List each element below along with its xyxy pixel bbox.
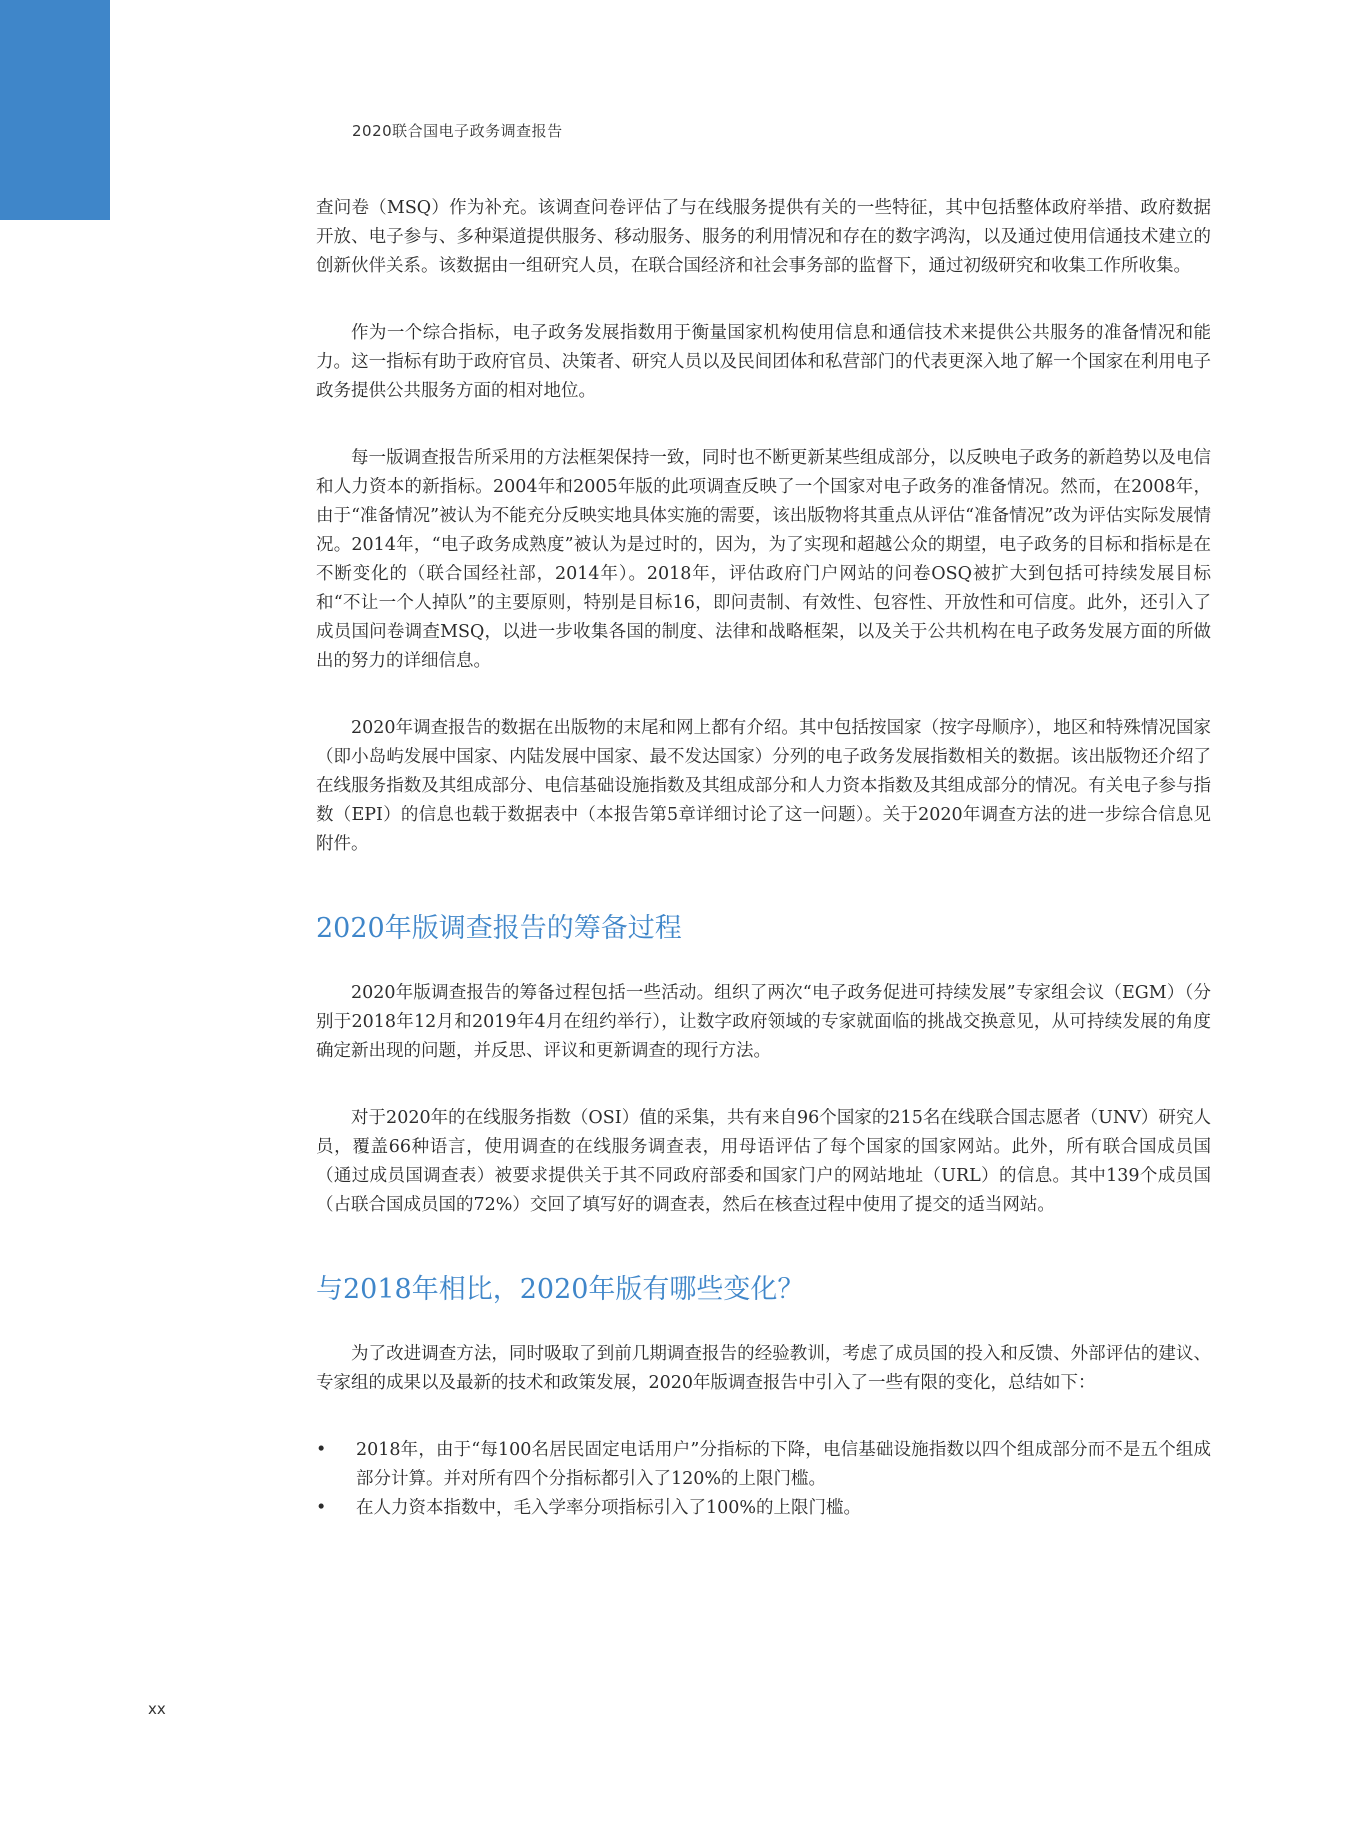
section-heading-changes: 与2018年相比，2020年版有哪些变化？ bbox=[316, 1274, 805, 1305]
page-number: xx bbox=[148, 1700, 166, 1718]
intro-paragraph-3: 每一版调查报告所采用的方法框架保持一致，同时也不断更新某些组成部分，以反映电子政务的新趋势以及电信和人力资本的新指标。2004年和2005年版的此项调查反映了一个国家对电子政务的准备情况。然而，在2008年，由于“准备情况”被认为不能充分反映实地具体实施的需要，该出版物将其重点从评估“准备情况”改为评估实际发展情况。2014年，“电子政务成熟度”被认为是过时的，因为，为了实现和超越公众的期望，电子政务的目标和指标是在不断变化的（联合国经社部，2014年）。2018年，评估政府门户网站的问卷OSQ被扩大到包括可持续发展目标和“不让一个人掉队”的主要原则，特别是目标16，即问责制、有效性、包容性、开放性和可信度。此外，还引入了成员国问卷调查MSQ，以进一步收集各国的制度、法律和战略框架，以及关于公共机构在电子政务发展方面的所做出的努力的详细信息。 bbox=[316, 448, 1211, 671]
bullet-text: 在人力资本指数中，毛入学率分项指标引入了100%的上限门槛。 bbox=[356, 1498, 862, 1518]
bullet-icon: • bbox=[316, 1498, 327, 1518]
preparation-paragraph-2: 对于2020年的在线服务指数（OSI）值的采集，共有来自96个国家的215名在线联合国志愿者（UNV）研究人员，覆盖66种语言，使用调查的在线服务调查表，用母语评估了每个国家的国家网站。此外，所有联合国成员国（通过成员国调查表）被要求提供关于其不同政府部委和国家门户的网站地址（URL）的信息。其中139个成员国（占联合国成员国的72%）交回了填写好的调查表，然后在核查过程中使用了提交的适当网站。 bbox=[316, 1108, 1211, 1215]
intro-paragraph-2: 作为一个综合指标，电子政务发展指数用于衡量国家机构使用信息和通信技术来提供公共服务的准备情况和能力。这一指标有助于政府官员、决策者、研究人员以及民间团体和私营部门的代表更深入地了解一个国家在利用电子政务提供公共服务方面的相对地位。 bbox=[316, 323, 1211, 401]
section-heading-preparation: 2020年版调查报告的筹备过程 bbox=[316, 913, 682, 944]
running-header: 2020联合国电子政务调查报告 bbox=[352, 122, 563, 140]
list-item bbox=[316, 1494, 1211, 1523]
changes-bullet-list bbox=[316, 1436, 1211, 1523]
intro-paragraph-1: 查问卷（MSQ）作为补充。该调查问卷评估了与在线服务提供有关的一些特征，其中包括整体政府举措、政府数据开放、电子参与、多种渠道提供服务、移动服务、服务的利用情况和存在的数字鸿沟，以及通过使用信通技术建立的创新伙伴关系。该数据由一组研究人员，在联合国经济和社会事务部的监督下，通过初级研究和收集工作所收集。 bbox=[316, 198, 1211, 276]
bullet-text: 2018年，由于“每100名居民固定电话用户”分指标的下降，电信基础设施指数以四个组成部分而不是五个组成部分计算。并对所有四个分指标都引入了120%的上限门槛。 bbox=[356, 1440, 1211, 1489]
preparation-paragraph-1: 2020年版调查报告的筹备过程包括一些活动。组织了两次“电子政务促进可持续发展”专家组会议（EGM）（分别于2018年12月和2019年4月在纽约举行），让数字政府领域的专家就面临的挑战交换意见，从可持续发展的角度确定新出现的问题，并反思、评议和更新调查的现行方法。 bbox=[316, 983, 1211, 1061]
corner-color-block bbox=[0, 0, 110, 220]
intro-paragraph-4: 2020年调查报告的数据在出版物的末尾和网上都有介绍。其中包括按国家（按字母顺序），地区和特殊情况国家（即小岛屿发展中国家、内陆发展中国家、最不发达国家）分列的电子政务发展指数相关的数据。该出版物还介绍了在线服务指数及其组成部分、电信基础设施指数及其组成部分和人力资本指数及其组成部分的情况。有关电子参与指数（EPI）的信息也载于数据表中（本报告第5章详细讨论了这一问题）。关于2020年调查方法的进一步综合信息见附件。 bbox=[316, 718, 1211, 854]
list-item bbox=[316, 1436, 1211, 1494]
changes-paragraph: 为了改进调查方法，同时吸取了到前几期调查报告的经验教训，考虑了成员国的投入和反馈、外部评估的建议、专家组的成果以及最新的技术和政策发展，2020年版调查报告中引入了一些有限的变化，总结如下： bbox=[316, 1344, 1211, 1393]
bullet-icon: • bbox=[316, 1440, 327, 1460]
page-content bbox=[316, 194, 1211, 1523]
